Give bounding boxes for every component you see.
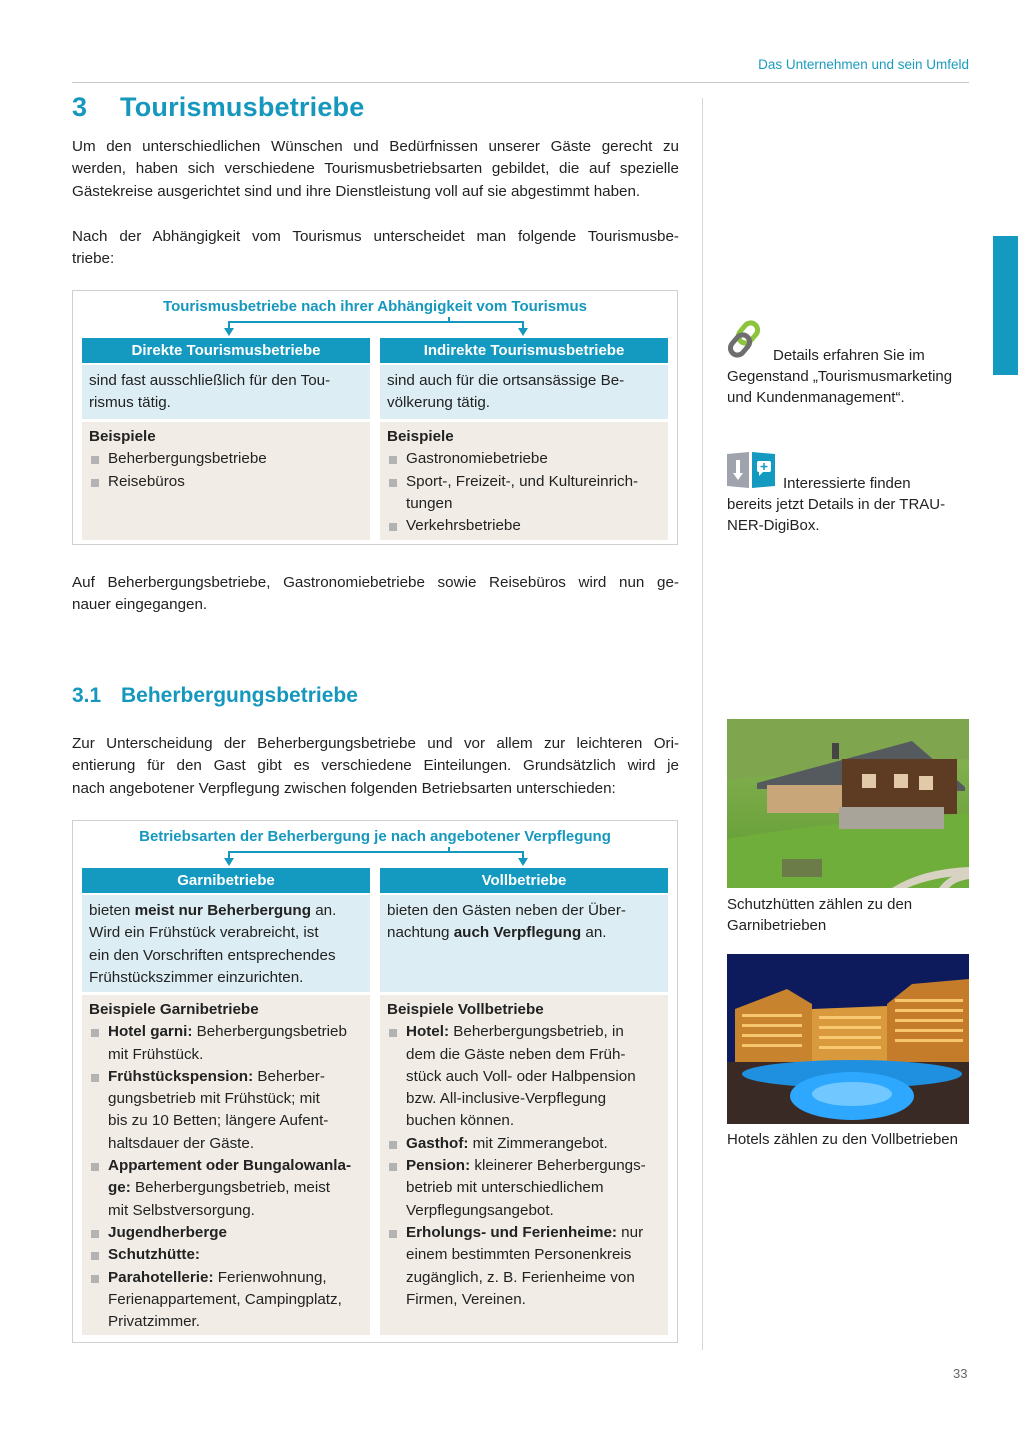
arrow-down-icon bbox=[224, 858, 234, 866]
text-line: bereits jetzt Details in der TRAU- bbox=[727, 496, 946, 513]
text-line: Gästekreise ausgerichtet sind und ihre Dienstleistung voll auf sie abgestimmt haben. bbox=[72, 182, 641, 200]
connector-line bbox=[228, 851, 523, 853]
text-line: Auf Beherbergungsbetriebe, Gastronomiebetriebe sowie Reisebüros wird nun ge- bbox=[72, 574, 679, 591]
column-heading: Vollbetriebe bbox=[380, 868, 668, 893]
text-line: und Kundenmanagement“. bbox=[727, 389, 905, 406]
photo-hotel-pool bbox=[727, 954, 969, 1124]
text-line: sind auch für die ortsansässige Be- bbox=[387, 372, 625, 389]
list-item: Jugendherberge bbox=[89, 1222, 363, 1244]
arrow-down-icon bbox=[224, 328, 234, 336]
diagram-title: Tourismusbetriebe nach ihrer Abhängigkeit vom Tourismus bbox=[163, 298, 587, 315]
chain-link-icon bbox=[727, 320, 767, 366]
text-line: Details erfahren Sie im bbox=[773, 347, 925, 364]
examples-list bbox=[387, 448, 661, 537]
text-line: rismus tätig. bbox=[89, 394, 171, 412]
column-examples bbox=[82, 995, 370, 1335]
list-item: Verkehrsbetriebe bbox=[387, 515, 661, 537]
column-examples bbox=[380, 422, 668, 540]
text-line: nach angebotener Verpflegung zwischen folgenden Betriebsarten unterschieden: bbox=[72, 779, 616, 797]
text-line: Zur Unterscheidung der Beherbergungsbetriebe und vor allem zur leichteren Ori- bbox=[72, 735, 679, 752]
subsection-intro bbox=[72, 733, 679, 800]
list-item: Gastronomiebetriebe bbox=[387, 448, 661, 470]
list-item: Gasthof: mit Zimmerangebot. bbox=[387, 1133, 661, 1155]
chapter-tab-marker bbox=[993, 236, 1018, 375]
text-line: bieten meist nur Beherbergung an. bbox=[89, 902, 337, 919]
list-item: Hotel: Beherbergungsbetrieb, in dem die Gäste neben dem Früh- stück auch Voll- oder Halbpension bzw. All-inclusive-Verpflegung buchen können. bbox=[387, 1021, 661, 1132]
list-item: Schutzhütte: bbox=[89, 1244, 363, 1266]
list-item: Parahotellerie: Ferienwohnung, Ferienappartement, Campingplatz, Privatzimmer. bbox=[89, 1267, 363, 1334]
examples-list bbox=[89, 1021, 363, 1333]
intro-paragraph bbox=[72, 136, 679, 203]
section-number: 3 bbox=[72, 92, 88, 122]
section-heading bbox=[72, 92, 364, 123]
photo-caption-hotel bbox=[727, 1130, 977, 1151]
lead-paragraph bbox=[72, 226, 679, 271]
list-item: Sport-, Freizeit-, und Kultureinrich- tungen bbox=[387, 471, 661, 516]
photo-mountain-hut bbox=[727, 719, 969, 888]
connector-line bbox=[228, 321, 523, 323]
list-item: Pension: kleinerer Beherbergungs- betrieb mit unterschiedlichem Verpflegungsangebot. bbox=[387, 1155, 661, 1222]
list-item: Reisebüros bbox=[89, 471, 363, 493]
examples-title: Beispiele bbox=[89, 428, 156, 445]
column-description bbox=[82, 895, 370, 992]
text-line: Gegenstand „Tourismusmarketing bbox=[727, 368, 953, 385]
text-line: Um den unterschiedlichen Wünschen und Bedürfnissen unserer Gäste gerecht zu bbox=[72, 138, 679, 155]
diagram-title: Betriebsarten der Beherbergung je nach angebotener Verpflegung bbox=[139, 828, 611, 845]
text-line: nachtung auch Verpflegung an. bbox=[387, 924, 607, 942]
column-heading: Garnibetriebe bbox=[82, 868, 370, 893]
column-heading: Direkte Tourismusbetriebe bbox=[82, 338, 370, 363]
text-line: Hotels zählen zu den Vollbetrieben bbox=[727, 1131, 958, 1148]
arrow-down-icon bbox=[518, 858, 528, 866]
list-item: Erholungs- und Ferienheime: nur einem bestimmten Personenkreis zugänglich, z. B. Ferienheime von Firmen, Vereinen. bbox=[387, 1222, 661, 1311]
examples-title: Beispiele Garnibetriebe bbox=[89, 1001, 259, 1018]
subsection-title: Beherbergungsbetriebe bbox=[121, 684, 358, 707]
examples-list bbox=[387, 1021, 661, 1311]
text-line: sind fast ausschließlich für den Tou- bbox=[89, 372, 331, 389]
list-item: Appartement oder Bungalowanla- ge: Beherbergungsbetrieb, meist mit Selbstversorgung. bbox=[89, 1155, 363, 1222]
running-head: Das Unternehmen und sein Umfeld bbox=[758, 57, 969, 72]
list-item: Beherbergungsbetriebe bbox=[89, 448, 363, 470]
diagram-tourism-dependency bbox=[72, 290, 678, 545]
column-description bbox=[380, 365, 668, 419]
column-heading: Indirekte Tourismusbetriebe bbox=[380, 338, 668, 363]
digibox-note bbox=[727, 452, 972, 536]
text-line: Interessierte finden bbox=[783, 475, 911, 492]
examples-title: Beispiele bbox=[387, 428, 454, 445]
photo-caption-hut bbox=[727, 895, 977, 936]
arrow-down-icon bbox=[518, 328, 528, 336]
subsection-heading bbox=[72, 684, 358, 708]
column-examples bbox=[380, 995, 668, 1335]
section-title: Tourismusbetriebe bbox=[120, 92, 365, 122]
column-divider bbox=[702, 98, 703, 1350]
page-number: 33 bbox=[953, 1366, 968, 1381]
examples-title: Beispiele Vollbetriebe bbox=[387, 1001, 544, 1018]
column-examples bbox=[82, 422, 370, 540]
cross-reference-note bbox=[727, 320, 972, 408]
text-line: völkerung tätig. bbox=[387, 394, 490, 412]
text-line: NER-DigiBox. bbox=[727, 517, 820, 534]
column-garni bbox=[82, 868, 370, 1335]
list-item: Frühstückspension: Beherber- gungsbetrieb mit Frühstück; mit bis zu 10 Betten; längere Aufent- haltsdauer der Gäste. bbox=[89, 1066, 363, 1155]
text-line: bieten den Gästen neben der Über- bbox=[387, 902, 626, 919]
text-line: entierung für den Gast gibt es verschiedene Einteilungen. Grundsätzlich wird je bbox=[72, 757, 679, 775]
text-line: Frühstückszimmer einzurichten. bbox=[89, 968, 304, 986]
column-direct bbox=[82, 338, 370, 540]
digibox-icon bbox=[727, 452, 777, 494]
text-line: werden, haben sich verschiedene Tourismusbetriebsarten gebildet, die auf spezielle bbox=[72, 160, 679, 178]
column-voll bbox=[380, 868, 668, 1335]
text-line: ein den Vorschriften entsprechendes bbox=[89, 946, 336, 964]
column-description bbox=[82, 365, 370, 419]
subsection-number: 3.1 bbox=[72, 684, 102, 707]
list-item: Hotel garni: Beherbergungsbetrieb mit Frühstück. bbox=[89, 1021, 363, 1066]
column-indirect bbox=[380, 338, 668, 540]
after-diagram-paragraph bbox=[72, 572, 679, 617]
text-line: Wird ein Frühstück verabreicht, ist bbox=[89, 924, 319, 942]
diagram-accommodation-types bbox=[72, 820, 678, 1343]
text-line: Garnibetrieben bbox=[727, 916, 827, 934]
text-line: nauer eingegangen. bbox=[72, 596, 208, 614]
header-divider bbox=[72, 82, 969, 83]
column-description bbox=[380, 895, 668, 992]
text-line: Schutzhütten zählen zu den bbox=[727, 896, 913, 913]
text-line: triebe: bbox=[72, 250, 115, 268]
text-line: Nach der Abhängigkeit vom Tourismus unterscheidet man folgende Tourismusbe- bbox=[72, 228, 679, 245]
examples-list bbox=[89, 448, 363, 493]
